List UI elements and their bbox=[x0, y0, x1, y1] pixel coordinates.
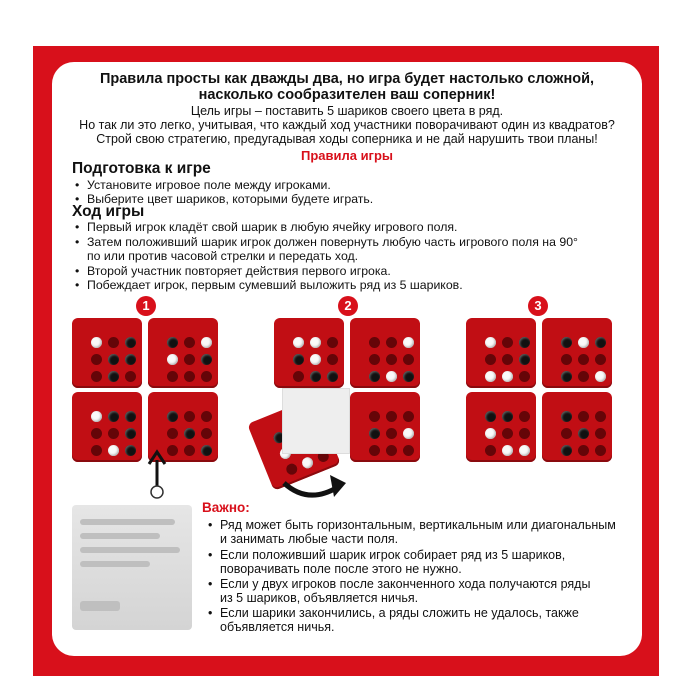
black-ball bbox=[561, 371, 572, 382]
moves-heading: Ход игры bbox=[72, 203, 145, 220]
moves-item-2: • Затем положивший шарик игрок должен повернуть любую часть игрового поля на 90° bbox=[87, 235, 578, 249]
black-ball bbox=[485, 411, 496, 422]
black-ball bbox=[403, 371, 414, 382]
black-ball bbox=[167, 411, 178, 422]
white-ball bbox=[91, 337, 102, 348]
important-item-1-cont: и занимать любые части поля. bbox=[220, 532, 399, 546]
black-ball bbox=[561, 445, 572, 456]
board-quadrant bbox=[466, 318, 536, 388]
product-image-blurred bbox=[72, 505, 192, 630]
empty-hole bbox=[595, 428, 606, 439]
black-ball bbox=[167, 337, 178, 348]
empty-hole bbox=[403, 411, 414, 422]
empty-hole bbox=[386, 428, 397, 439]
important-item-2-cont: поворачивать поле после этого не нужно. bbox=[220, 562, 462, 576]
empty-hole bbox=[108, 337, 119, 348]
empty-hole bbox=[578, 445, 589, 456]
empty-hole bbox=[595, 445, 606, 456]
empty-hole bbox=[578, 411, 589, 422]
empty-hole bbox=[485, 354, 496, 365]
rules-heading: Правила игры bbox=[300, 148, 394, 163]
empty-hole bbox=[327, 354, 338, 365]
insert-arrow-icon bbox=[145, 440, 175, 500]
white-ball bbox=[201, 337, 212, 348]
black-ball bbox=[595, 337, 606, 348]
empty-hole bbox=[91, 354, 102, 365]
moves-item-2-cont: по или против часовой стрелки и передать ход. bbox=[87, 249, 359, 263]
black-ball bbox=[201, 445, 212, 456]
board-quadrant bbox=[72, 318, 142, 388]
intro-line-2: Но так ли это легко, учитывая, что каждый ход участники поворачивают один из квадратов? bbox=[79, 118, 615, 132]
empty-hole bbox=[561, 354, 572, 365]
important-item-3: • Если у двух игроков после законченного хода получаются ряды bbox=[220, 577, 590, 591]
black-ball bbox=[561, 411, 572, 422]
empty-hole bbox=[403, 354, 414, 365]
important-item-4-cont: объявляется ничья. bbox=[220, 620, 335, 634]
empty-hole bbox=[167, 371, 178, 382]
black-ball bbox=[108, 411, 119, 422]
black-ball bbox=[519, 354, 530, 365]
empty-hole bbox=[485, 445, 496, 456]
empty-hole bbox=[369, 337, 380, 348]
board-quadrant bbox=[542, 318, 612, 388]
empty-hole bbox=[369, 411, 380, 422]
empty-hole bbox=[386, 354, 397, 365]
empty-hole bbox=[293, 371, 304, 382]
empty-hole bbox=[386, 337, 397, 348]
white-ball bbox=[519, 445, 530, 456]
black-ball bbox=[519, 337, 530, 348]
white-ball bbox=[293, 337, 304, 348]
black-ball bbox=[125, 411, 136, 422]
black-ball bbox=[125, 337, 136, 348]
black-ball bbox=[310, 371, 321, 382]
board-quadrant bbox=[274, 318, 344, 388]
board-quadrant bbox=[466, 392, 536, 462]
empty-hole bbox=[369, 445, 380, 456]
empty-hole bbox=[519, 411, 530, 422]
board-quadrant bbox=[350, 318, 420, 388]
empty-hole bbox=[201, 411, 212, 422]
empty-hole bbox=[184, 337, 195, 348]
intro-title-2: насколько сообразителен ваш соперник! bbox=[198, 87, 496, 103]
prep-heading: Подготовка к игре bbox=[72, 160, 211, 177]
empty-hole bbox=[502, 428, 513, 439]
white-ball bbox=[91, 411, 102, 422]
white-ball bbox=[485, 371, 496, 382]
empty-hole bbox=[108, 428, 119, 439]
empty-hole bbox=[502, 337, 513, 348]
important-item-2: • Если положивший шарик игрок собирает ряд из 5 шариков, bbox=[220, 548, 565, 562]
black-ball bbox=[502, 411, 513, 422]
empty-hole bbox=[369, 354, 380, 365]
white-ball bbox=[403, 337, 414, 348]
empty-hole bbox=[184, 445, 195, 456]
white-ball bbox=[502, 445, 513, 456]
important-item-1: • Ряд может быть горизонтальным, вертикальным или диагональным bbox=[220, 518, 616, 532]
white-ball bbox=[595, 371, 606, 382]
empty-hole bbox=[201, 371, 212, 382]
empty-hole bbox=[125, 371, 136, 382]
important-item-4: • Если шарики закончились, а ряды сложить не удалось, также bbox=[220, 606, 579, 620]
step-number-3: 3 bbox=[528, 296, 548, 316]
black-ball bbox=[125, 445, 136, 456]
white-ball bbox=[502, 371, 513, 382]
empty-hole bbox=[595, 411, 606, 422]
board-quadrant bbox=[72, 392, 142, 462]
empty-hole bbox=[595, 354, 606, 365]
empty-hole bbox=[502, 354, 513, 365]
white-ball bbox=[386, 371, 397, 382]
moves-item-3: • Второй участник повторяет действия первого игрока. bbox=[87, 264, 391, 278]
empty-hole bbox=[519, 428, 530, 439]
black-ball bbox=[184, 428, 195, 439]
important-heading: Важно: bbox=[202, 500, 250, 515]
white-ball bbox=[310, 337, 321, 348]
black-ball bbox=[108, 371, 119, 382]
prep-item-2: • Выберите цвет шариков, которыми будете играть. bbox=[87, 192, 373, 206]
black-ball bbox=[369, 428, 380, 439]
empty-hole bbox=[201, 428, 212, 439]
empty-hole bbox=[184, 354, 195, 365]
black-ball bbox=[369, 371, 380, 382]
board-quadrant bbox=[542, 392, 612, 462]
empty-hole bbox=[167, 428, 178, 439]
black-ball bbox=[201, 354, 212, 365]
white-ball bbox=[167, 354, 178, 365]
empty-hole bbox=[91, 428, 102, 439]
black-ball bbox=[578, 428, 589, 439]
board-quadrant bbox=[148, 318, 218, 388]
black-ball bbox=[293, 354, 304, 365]
empty-hole bbox=[184, 371, 195, 382]
white-ball bbox=[485, 337, 496, 348]
intro-line-1: Цель игры – поставить 5 шариков своего цвета в ряд. bbox=[190, 104, 504, 118]
empty-hole bbox=[91, 445, 102, 456]
intro-title-1: Правила просты как дважды два, но игра будет настолько сложной, bbox=[99, 71, 595, 87]
empty-hole bbox=[403, 445, 414, 456]
black-ball bbox=[125, 354, 136, 365]
empty-hole bbox=[519, 371, 530, 382]
black-ball bbox=[561, 337, 572, 348]
empty-quadrant-slot bbox=[282, 388, 350, 454]
empty-hole bbox=[91, 371, 102, 382]
black-ball bbox=[125, 428, 136, 439]
white-ball bbox=[485, 428, 496, 439]
black-ball bbox=[327, 371, 338, 382]
moves-item-4: • Побеждает игрок, первым сумевший выложить ряд из 5 шариков. bbox=[87, 278, 463, 292]
white-ball bbox=[108, 445, 119, 456]
black-ball bbox=[108, 354, 119, 365]
intro-line-3: Строй свою стратегию, предугадывая ходы соперника и не дай нарушить твои планы! bbox=[96, 132, 598, 146]
prep-item-1: • Установите игровое поле между игроками. bbox=[87, 178, 331, 192]
empty-hole bbox=[578, 354, 589, 365]
empty-hole bbox=[561, 428, 572, 439]
rotate-arrow-icon bbox=[278, 465, 358, 505]
step-number-2: 2 bbox=[338, 296, 358, 316]
empty-hole bbox=[184, 411, 195, 422]
empty-hole bbox=[386, 445, 397, 456]
empty-hole bbox=[578, 371, 589, 382]
white-ball bbox=[403, 428, 414, 439]
white-ball bbox=[578, 337, 589, 348]
moves-item-1: • Первый игрок кладёт свой шарик в любую ячейку игрового поля. bbox=[87, 220, 457, 234]
important-item-3-cont: из 5 шариков, объявляется ничья. bbox=[220, 591, 419, 605]
white-ball bbox=[310, 354, 321, 365]
empty-hole bbox=[327, 337, 338, 348]
empty-hole bbox=[386, 411, 397, 422]
step-number-1: 1 bbox=[136, 296, 156, 316]
board-quadrant bbox=[350, 392, 420, 462]
